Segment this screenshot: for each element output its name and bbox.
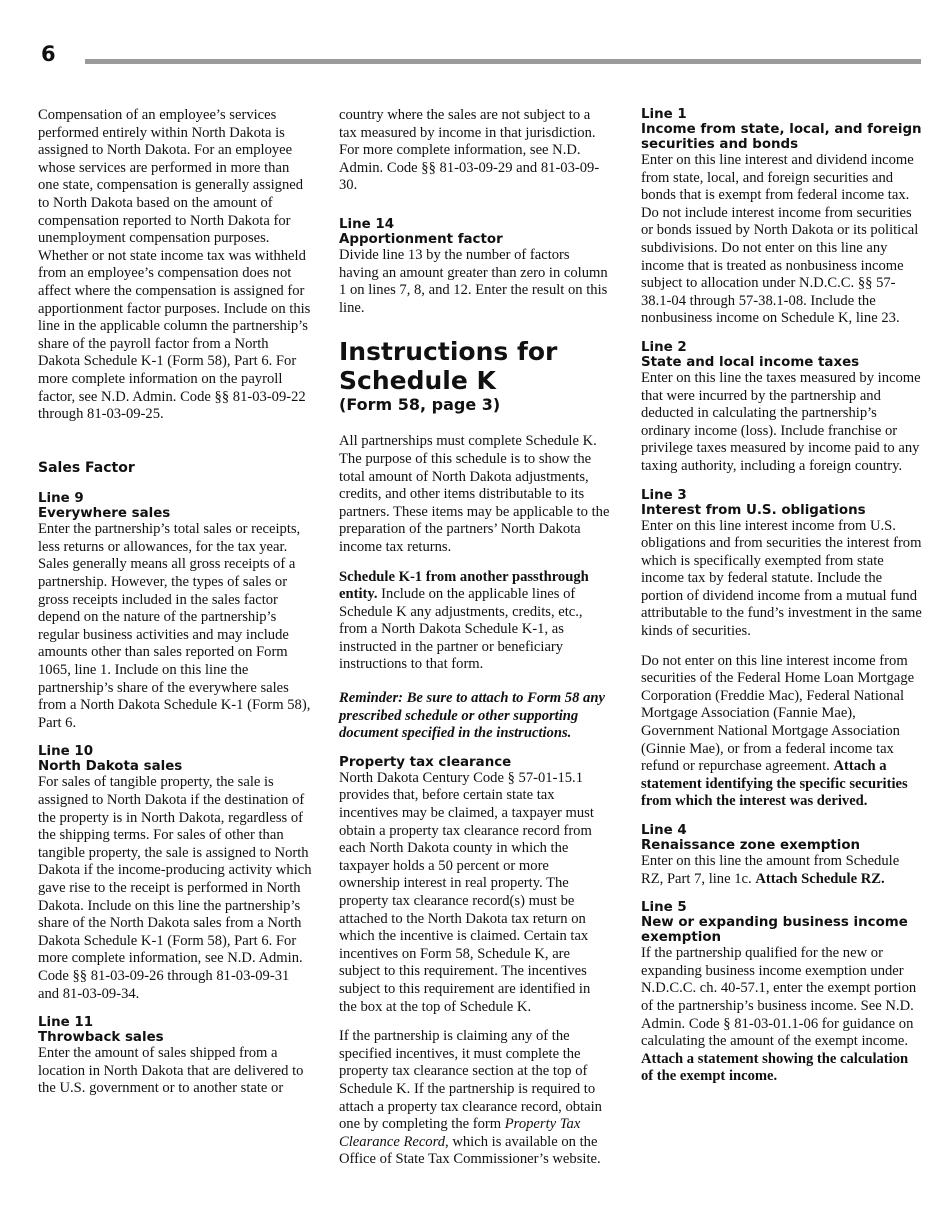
property-tax-paragraph: North Dakota Century Code § 57-01-15.1 provides that, before certain state tax incentives may be claimed, a taxpayer must obtain a property tax clearance record from each North Dakota county in which the taxpayer holds a 50 percent or more ownership interest in real property. The property tax clearance record(s) must be attached to the North Dakota tax return on which the incentive is claimed. Certain tax incentives on Form 58, Schedule K, are subject to this requirement. The incentives subject to this requirement are identified in the box at the top of Schedule K. — [339, 769, 594, 1015]
line9-heading — [38, 491, 312, 521]
line9-label: Line 9 — [38, 491, 84, 507]
line14-text: Divide line 13 by the number of factors having an amount greater than zero in column 1 on lines 7, 8, and 12. Enter the result on this line. — [339, 246, 608, 316]
line10-title: North Dakota sales — [38, 759, 183, 775]
line4-label: Line 4 — [641, 823, 687, 838]
k1-text: Include on the applicable lines of Schedule K any adjustments, credits, etc., from a North Dakota Schedule K-1, as instructed in the partner or beneficiary instructions to that form. — [339, 586, 583, 673]
line14-label: Line 14 — [339, 216, 395, 232]
line11-text: Enter the amount of sales shipped from a location in North Dakota that are delivered to the U.S. government or to another state or — [38, 1045, 304, 1097]
line3-text2: Do not enter on this line interest income from securities of the Federal Home Loan Mortgage Corporation (Freddie Mac), Federal National Mortgage Association (Fannie Mae), Government National Mortgage Association (Ginnie Mae), or from a federal income tax refund or repurchase agreement. — [641, 652, 915, 775]
ptc2-b: , which is available on the Office of State Tax Commissioner’s website. — [339, 1133, 601, 1168]
line10-text: For sales of tangible property, the sale is assigned to North Dakota if the destination of the property is in North Dakota, regardless of the shipping terms. For sales of other than tangible property, the sale is assigned to North Dakota if the income-producing activity which gave rise to the receipt is performed in North Dakota. Include on this line the partnership’s share of the North Dakota sales from a North Dakota Schedule K-1 (Form 58), Part 6. For more complete information, see N.D. Admin. Code §§ 81-03-09-26 through 81-03-09-31 and 81-03-09-34. — [38, 774, 312, 1002]
line4-heading — [641, 823, 923, 853]
line9-title: Everywhere sales — [38, 506, 171, 522]
line2-title: State and local income taxes — [641, 354, 860, 370]
property-tax-paragraph-2 — [339, 1028, 611, 1169]
line1-heading — [641, 107, 923, 152]
line5-label: Line 5 — [641, 900, 687, 916]
line11-heading — [38, 1015, 312, 1045]
property-tax-heading: Property tax clearance — [339, 754, 512, 770]
ptc2-a: If the partnership is claiming any of the specified incentives, it must complete the property tax clearance section at the top of Schedule K. If the partnership is required to attach a property tax clearance record, obtain one by completing the form — [339, 1028, 602, 1133]
line5-text-plain: If the partnership qualified for the new or expanding business income exemption under N.D.C.C. ch. 40-57.1, enter the exempt portion of the partnership’s business income. See N.D. Admin. Code § 81-03-01.1-06 for guidance on calculating the amount of the exempt income. — [641, 945, 917, 1050]
line1-text: Enter on this line interest and dividend income from state, local, and foreign securities and bonds that is exempt from federal income tax. Do not include interest income from securities or bonds issued by North Dakota or its political subdivisions. Do not enter on this line any income that is treated as nonbusiness income subject to allocation under N.D.C.C. §§ 57-38.1-04 through 57-38.1-08. Include the nonbusiness income on Schedule K, line 23. — [641, 152, 919, 327]
line3-text2-bold: Attach a statement identifying the specific securities from which the interest was derived. — [641, 758, 908, 810]
line1-title: Income from state, local, and foreign securities and bonds — [641, 122, 922, 152]
continued-paragraph: country where the sales are not subject to a tax measured by income in that jurisdiction. For more complete information, see N.D. Admin. Code §§ 81-03-09-29 and 81-03-09-30. — [339, 107, 600, 194]
line4-text — [641, 853, 923, 888]
line3-title: Interest from U.S. obligations — [641, 502, 866, 518]
header-rule — [85, 59, 921, 64]
line11-label: Line 11 — [38, 1015, 94, 1031]
line3-heading — [641, 488, 923, 518]
line4-title: Renaissance zone exemption — [641, 838, 861, 853]
line5-heading — [641, 900, 923, 945]
reminder-paragraph: Reminder: Be sure to attach to Form 58 any prescribed schedule or other supporting document specified in the instructions. — [339, 690, 605, 742]
all-partnerships-paragraph: All partnerships must complete Schedule K. The purpose of this schedule is to show the total amount of North Dakota adjustments, credits, and other items distributable to its partners. These items may be applicable to the preparation of the partners’ North Dakota income tax returns. — [339, 433, 610, 555]
line2-text: Enter on this line the taxes measured by income that were incurred by the partnership and deducted in calculating the partnership’s ordinary income (loss). Include franchise or privilege taxes measured by income paid to any taxing authority, including a foreign country. — [641, 369, 921, 474]
line5-text-bold: Attach a statement showing the calculation of the exempt income. — [641, 1050, 909, 1085]
line10-label: Line 10 — [38, 744, 94, 760]
line2-heading — [641, 340, 923, 370]
column-3 — [641, 107, 923, 1098]
line5-text — [641, 945, 923, 1086]
sales-factor-heading: Sales Factor — [38, 459, 135, 476]
k1-paragraph — [339, 569, 611, 675]
line3-label: Line 3 — [641, 487, 687, 503]
line4-text-bold: Attach Schedule RZ. — [755, 870, 885, 887]
schedule-k-subtitle: (Form 58, page 3) — [339, 395, 501, 415]
line11-title: Throwback sales — [38, 1030, 164, 1046]
ptc2-italic: Property Tax Clearance Record — [339, 1116, 581, 1150]
line4-text-plain: Enter on this line the amount from Schedule RZ, Part 7, line 1c. — [641, 853, 900, 887]
column-1 — [38, 107, 312, 1110]
line1-label: Line 1 — [641, 107, 687, 122]
k1-bold: Schedule K-1 from another passthrough entity. — [339, 568, 589, 603]
line10-heading — [38, 744, 312, 774]
compensation-paragraph: Compensation of an employee’s services performed entirely within North Dakota is assigned to North Dakota. For an employee whose services are performed in more than one state, compensation is generally assigned to North Dakota based on the amount of compensation reported to North Dakota for unemployment compensation purposes. Whether or not state income tax was withheld from an employee’s compensation does not affect where the compensation is assigned for apportionment factor purposes. Include on this line in the applicable column the partnership’s share of the payroll factor from a North Dakota Schedule K-1 (Form 58), Part 6. For more complete information on the payroll factor, see N.D. Admin. Code §§ 81-03-09-22 through 81-03-09-25. — [38, 107, 311, 423]
column-2 — [339, 107, 611, 1181]
line5-title: New or expanding business income exemption — [641, 915, 908, 946]
schedule-k-title: Instructions for Schedule K — [339, 337, 558, 396]
page-number: 6 — [41, 42, 56, 66]
line9-text: Enter the partnership’s total sales or receipts, less returns or allowances, for the tax year. Sales generally means all gross receipts of a partnership. However, the types of sales or gross receipts included in the sales factor depend on the nature of the partnership’s regular business activities and may include amounts other than sales reported on Form 1065, line 1. Include on this line the partnership’s share of the everywhere sales from a North Dakota Schedule K-1 (Form 58), Part 6. — [38, 521, 311, 731]
line2-label: Line 2 — [641, 339, 687, 355]
line14-title: Apportionment factor — [339, 231, 503, 247]
line14-heading — [339, 217, 611, 247]
line3-text: Enter on this line interest income from U.S. obligations and from securities the interest from which is specifically exempted from state income tax by federal statute. Include the portion of dividend income from a mutual fund attributable to the fund’s investment in the same kinds of securities. — [641, 517, 922, 640]
line3-text-2 — [641, 653, 923, 811]
